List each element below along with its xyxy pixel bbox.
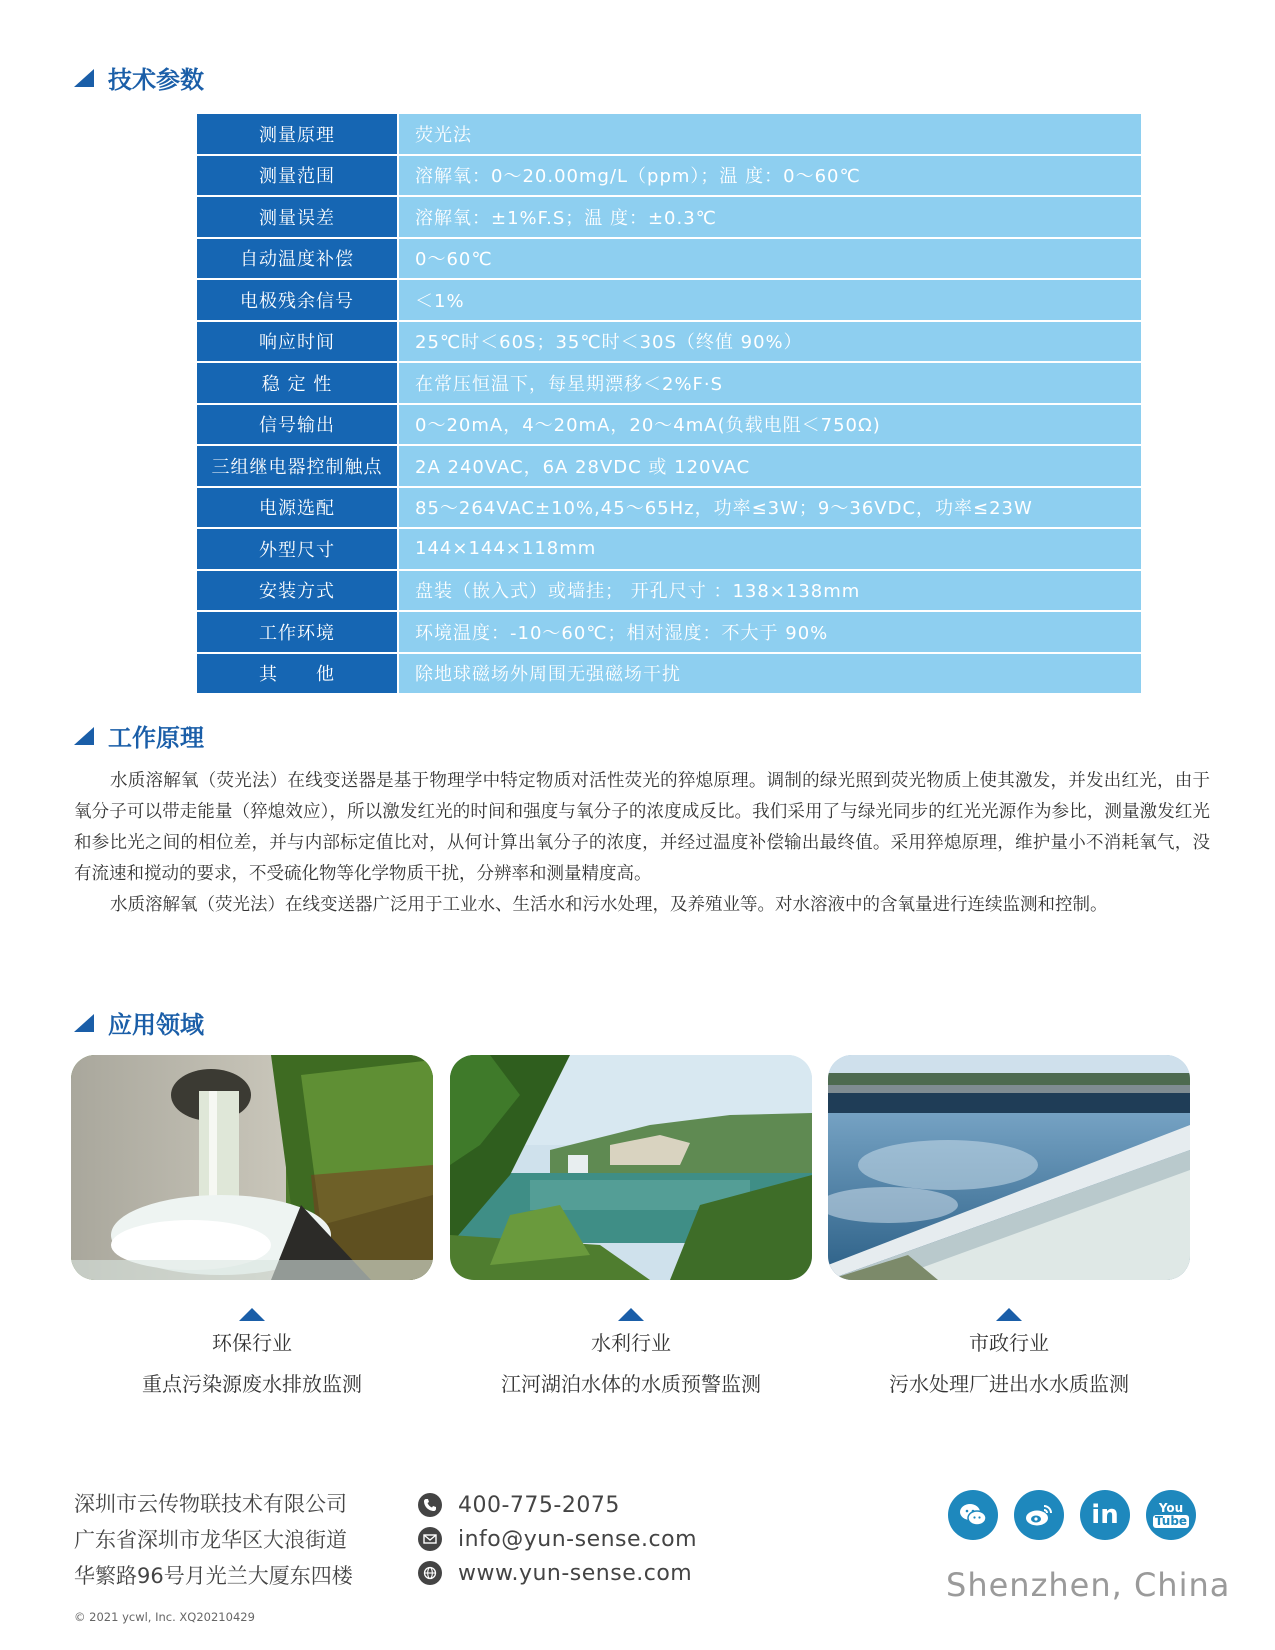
spec-label: 测量误差	[197, 197, 397, 239]
table-row	[197, 322, 1141, 364]
application-card-environmental	[71, 1055, 433, 1397]
spec-label: 信号输出	[197, 405, 397, 447]
wechat-icon[interactable]	[948, 1490, 998, 1540]
spec-value: 85～264VAC±10%,45～65Hz，功率≤3W；9～36VDC，功率≤23W	[397, 488, 1141, 530]
treatment-plant-photo	[828, 1055, 1190, 1280]
city-label: Shenzhen, China	[946, 1566, 1231, 1604]
application-name: 市政行业	[969, 1331, 1049, 1355]
table-row	[197, 280, 1141, 322]
application-card-water-conservancy	[450, 1055, 812, 1397]
spec-label: 稳 定 性	[197, 363, 397, 405]
principle-paragraph: 水质溶解氧（荧光法）在线变送器广泛用于工业水、生活水和污水处理，及养殖业等。对水溶液中的含氧量进行连续监测和控制。	[110, 895, 1108, 915]
copyright: © 2021 ycwl, Inc. XQ20210429	[74, 1610, 255, 1624]
phone-number[interactable]: 400-775-2075	[458, 1492, 620, 1518]
table-row	[197, 529, 1141, 571]
spec-label: 测量范围	[197, 156, 397, 198]
application-desc: 江河湖泊水体的水质预警监测	[501, 1372, 761, 1396]
address-line: 广东省深圳市龙华区大浪街道	[74, 1528, 347, 1552]
principle-paragraph: 水质溶解氧（荧光法）在线变送器是基于物理学中特定物质对活性荧光的猝熄原理。调制的绿光照到荧光物质上使其激发，并发出红光，由于氧分子可以带走能量（猝熄效应），所以激发红光的时间和强度与氧分子的浓度成反比。我们采用了与绿光同步的红光光源作为参比，测量激发红光和参比光之间的相位差，并与内部标定值比对，从何计算出氧分子的浓度，并经过温度补偿输出最终值。采用猝熄原理，维护量小不消耗氧气，没有流速和搅动的要求，不受硫化物等化学物质干扰，分辨率和测量精度高。	[74, 771, 1210, 884]
address-line: 华繁路96号月光兰大厦东四楼	[74, 1564, 353, 1588]
up-arrow-icon	[239, 1308, 265, 1321]
company-address	[74, 1486, 353, 1594]
email-address[interactable]: info@yun-sense.com	[458, 1526, 698, 1552]
spec-value: 除地球磁场外周围无强磁场干扰	[397, 654, 1141, 696]
application-name: 环保行业	[212, 1331, 292, 1355]
table-row	[197, 197, 1141, 239]
contact-info	[418, 1488, 697, 1590]
address-line: 深圳市云传物联技术有限公司	[74, 1492, 347, 1516]
spec-section-title	[74, 60, 204, 95]
section-marker-icon	[74, 1014, 94, 1032]
application-desc: 重点污染源废水排放监测	[142, 1372, 362, 1396]
globe-icon	[418, 1561, 442, 1585]
outfall-photo	[71, 1055, 433, 1280]
spec-label: 外型尺寸	[197, 529, 397, 571]
social-links	[948, 1490, 1196, 1540]
contact-phone	[418, 1488, 697, 1522]
youtube-label-top: You	[1158, 1501, 1184, 1515]
table-row	[197, 156, 1141, 198]
spec-value: 荧光法	[397, 114, 1141, 156]
application-name: 水利行业	[591, 1331, 671, 1355]
spec-value: 0～60℃	[397, 239, 1141, 281]
principle-title-text: 工作原理	[108, 724, 204, 752]
application-desc: 污水处理厂进出水水质监测	[889, 1372, 1129, 1396]
spec-label: 工作环境	[197, 612, 397, 654]
up-arrow-icon	[996, 1308, 1022, 1321]
spec-value: 144×144×118mm	[397, 529, 1141, 571]
spec-value: 溶解氧：±1%F.S；温 度：±0.3℃	[397, 197, 1141, 239]
weibo-icon[interactable]	[1014, 1490, 1064, 1540]
spec-label: 响应时间	[197, 322, 397, 364]
contact-email	[418, 1522, 697, 1556]
spec-value: 在常压恒温下，每星期漂移＜2%F·S	[397, 363, 1141, 405]
reservoir-photo	[450, 1055, 812, 1280]
youtube-label-bottom: Tube	[1154, 1514, 1188, 1528]
spec-value: 溶解氧：0～20.00mg/L（ppm）；温 度：0～60℃	[397, 156, 1141, 198]
table-row	[197, 571, 1141, 613]
up-arrow-icon	[618, 1308, 644, 1321]
spec-value: 0～20mA，4～20mA，20～4mA(负载电阻＜750Ω)	[397, 405, 1141, 447]
spec-value: 2A 240VAC，6A 28VDC 或 120VAC	[397, 446, 1141, 488]
table-row	[197, 488, 1141, 530]
section-marker-icon	[74, 69, 94, 87]
spec-label: 测量原理	[197, 114, 397, 156]
table-row	[197, 612, 1141, 654]
application-title-text: 应用领域	[108, 1011, 204, 1039]
application-section-title	[74, 1005, 204, 1040]
spec-label: 三组继电器控制触点	[197, 446, 397, 488]
spec-value: 盘装（嵌入式）或墙挂； 开孔尺寸 ：138×138mm	[397, 571, 1141, 613]
spec-label: 电源选配	[197, 488, 397, 530]
website-url[interactable]: www.yun-sense.com	[458, 1560, 693, 1586]
table-row	[197, 239, 1141, 281]
linkedin-icon[interactable]: in	[1080, 1490, 1130, 1540]
phone-icon	[418, 1493, 442, 1517]
spec-label: 电极残余信号	[197, 280, 397, 322]
principle-text	[74, 766, 1210, 921]
table-row	[197, 363, 1141, 405]
principle-section-title	[74, 718, 204, 753]
mail-icon	[418, 1527, 442, 1551]
table-row	[197, 446, 1141, 488]
spec-value: 25℃时＜60S；35℃时＜30S（终值 90%）	[397, 322, 1141, 364]
spec-label: 自动温度补偿	[197, 239, 397, 281]
application-card-municipal	[828, 1055, 1190, 1397]
spec-table	[197, 114, 1141, 695]
contact-website	[418, 1556, 697, 1590]
table-row	[197, 654, 1141, 696]
section-marker-icon	[74, 727, 94, 745]
youtube-icon[interactable]	[1146, 1490, 1196, 1540]
table-row	[197, 405, 1141, 447]
table-row	[197, 114, 1141, 156]
spec-value: ＜1%	[397, 280, 1141, 322]
spec-label: 其 他	[197, 654, 397, 696]
spec-value: 环境温度：-10～60℃；相对湿度：不大于 90%	[397, 612, 1141, 654]
spec-label: 安装方式	[197, 571, 397, 613]
spec-title-text: 技术参数	[108, 66, 204, 94]
